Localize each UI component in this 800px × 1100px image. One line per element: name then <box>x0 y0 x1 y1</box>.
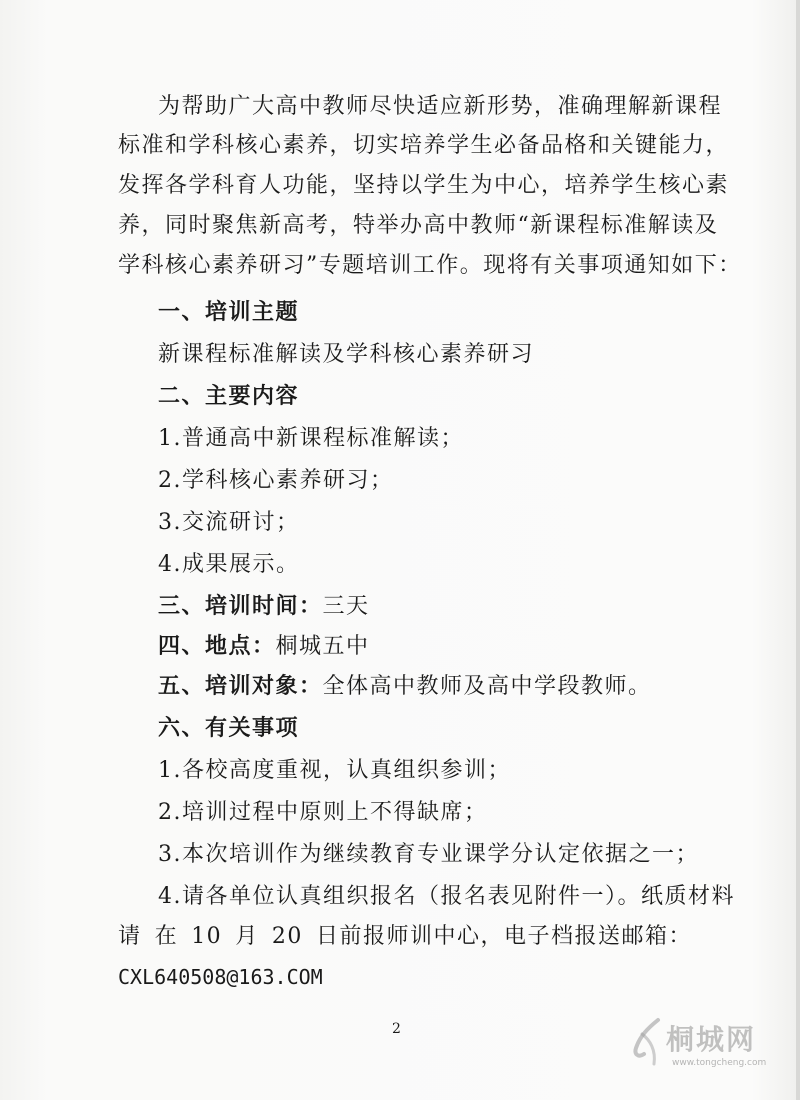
cont-word-6: 日前报师训中心，电子档报送邮箱： <box>315 924 692 949</box>
section-1-body: 新课程标准解读及学科核心素养研习 <box>158 342 535 367</box>
section-5-value: 全体高中教师及高中学段教师。 <box>322 674 652 699</box>
section-2-item-4: 4.成果展示。 <box>158 552 300 577</box>
section-2-item-1: 1.普通高中新课程标准解读； <box>158 426 464 451</box>
section-6-item-4: 4.请各单位认真组织报名（报名表见附件一）。纸质材料 <box>158 884 735 909</box>
section-4-value: 桐城五中 <box>275 634 370 659</box>
email-address: CXL640508@163.COM <box>118 965 323 989</box>
cont-word-4: 月 <box>235 924 259 949</box>
watermark-url: www.tongcheng.com <box>672 1058 767 1068</box>
page-number: 2 <box>392 1021 401 1037</box>
section-5-heading: 五、培训对象： <box>158 674 323 699</box>
cont-word-2: 在 <box>154 924 179 949</box>
intro-line-1: 为帮助广大高中教师尽快适应新形势，准确理解新课程 <box>158 94 723 119</box>
section-4-line <box>158 636 370 658</box>
section-2-item-2: 2.学科核心素养研习； <box>158 468 394 493</box>
watermark-logo <box>628 1012 778 1076</box>
section-3-heading: 三、培训时间： <box>158 594 323 619</box>
watermark-swoosh-icon <box>628 1014 668 1070</box>
section-6-item-4-continued <box>118 926 692 948</box>
intro-line-3: 发挥各学科育人功能，坚持以学生为中心，培养学生核心素 <box>118 173 730 198</box>
cont-word-5: 20 <box>271 924 303 949</box>
intro-line-4: 养，同时聚焦新高考，特举办高中教师“新课程标准解读及 <box>118 213 719 238</box>
section-3-value: 三天 <box>322 594 370 619</box>
intro-line-2: 标准和学科核心素养，切实培养学生必备品格和关键能力， <box>118 133 730 158</box>
section-2-heading: 二、主要内容 <box>158 384 300 409</box>
section-6-item-1: 1.各校高度重视，认真组织参训； <box>158 758 511 783</box>
section-1-heading: 一、培训主题 <box>158 300 300 325</box>
cont-word-3: 10 <box>191 924 223 949</box>
section-6-item-3: 3.本次培训作为继续教育专业课学分认定依据之一； <box>158 842 699 867</box>
intro-line-5: 学科核心素养研习”专题培训工作。现将有关事项通知如下： <box>118 253 742 278</box>
section-4-heading: 四、地点： <box>158 634 276 659</box>
watermark-brand: 桐城网 <box>666 1023 757 1056</box>
section-2-item-3: 3.交流研讨； <box>158 510 300 535</box>
section-3-line <box>158 596 370 618</box>
section-6-heading: 六、有关事项 <box>158 716 300 741</box>
section-6-item-2: 2.培训过程中原则上不得缺席； <box>158 800 488 825</box>
section-5-line <box>158 676 652 698</box>
page-edge <box>796 0 800 1100</box>
cont-word-1: 请 <box>118 924 142 949</box>
